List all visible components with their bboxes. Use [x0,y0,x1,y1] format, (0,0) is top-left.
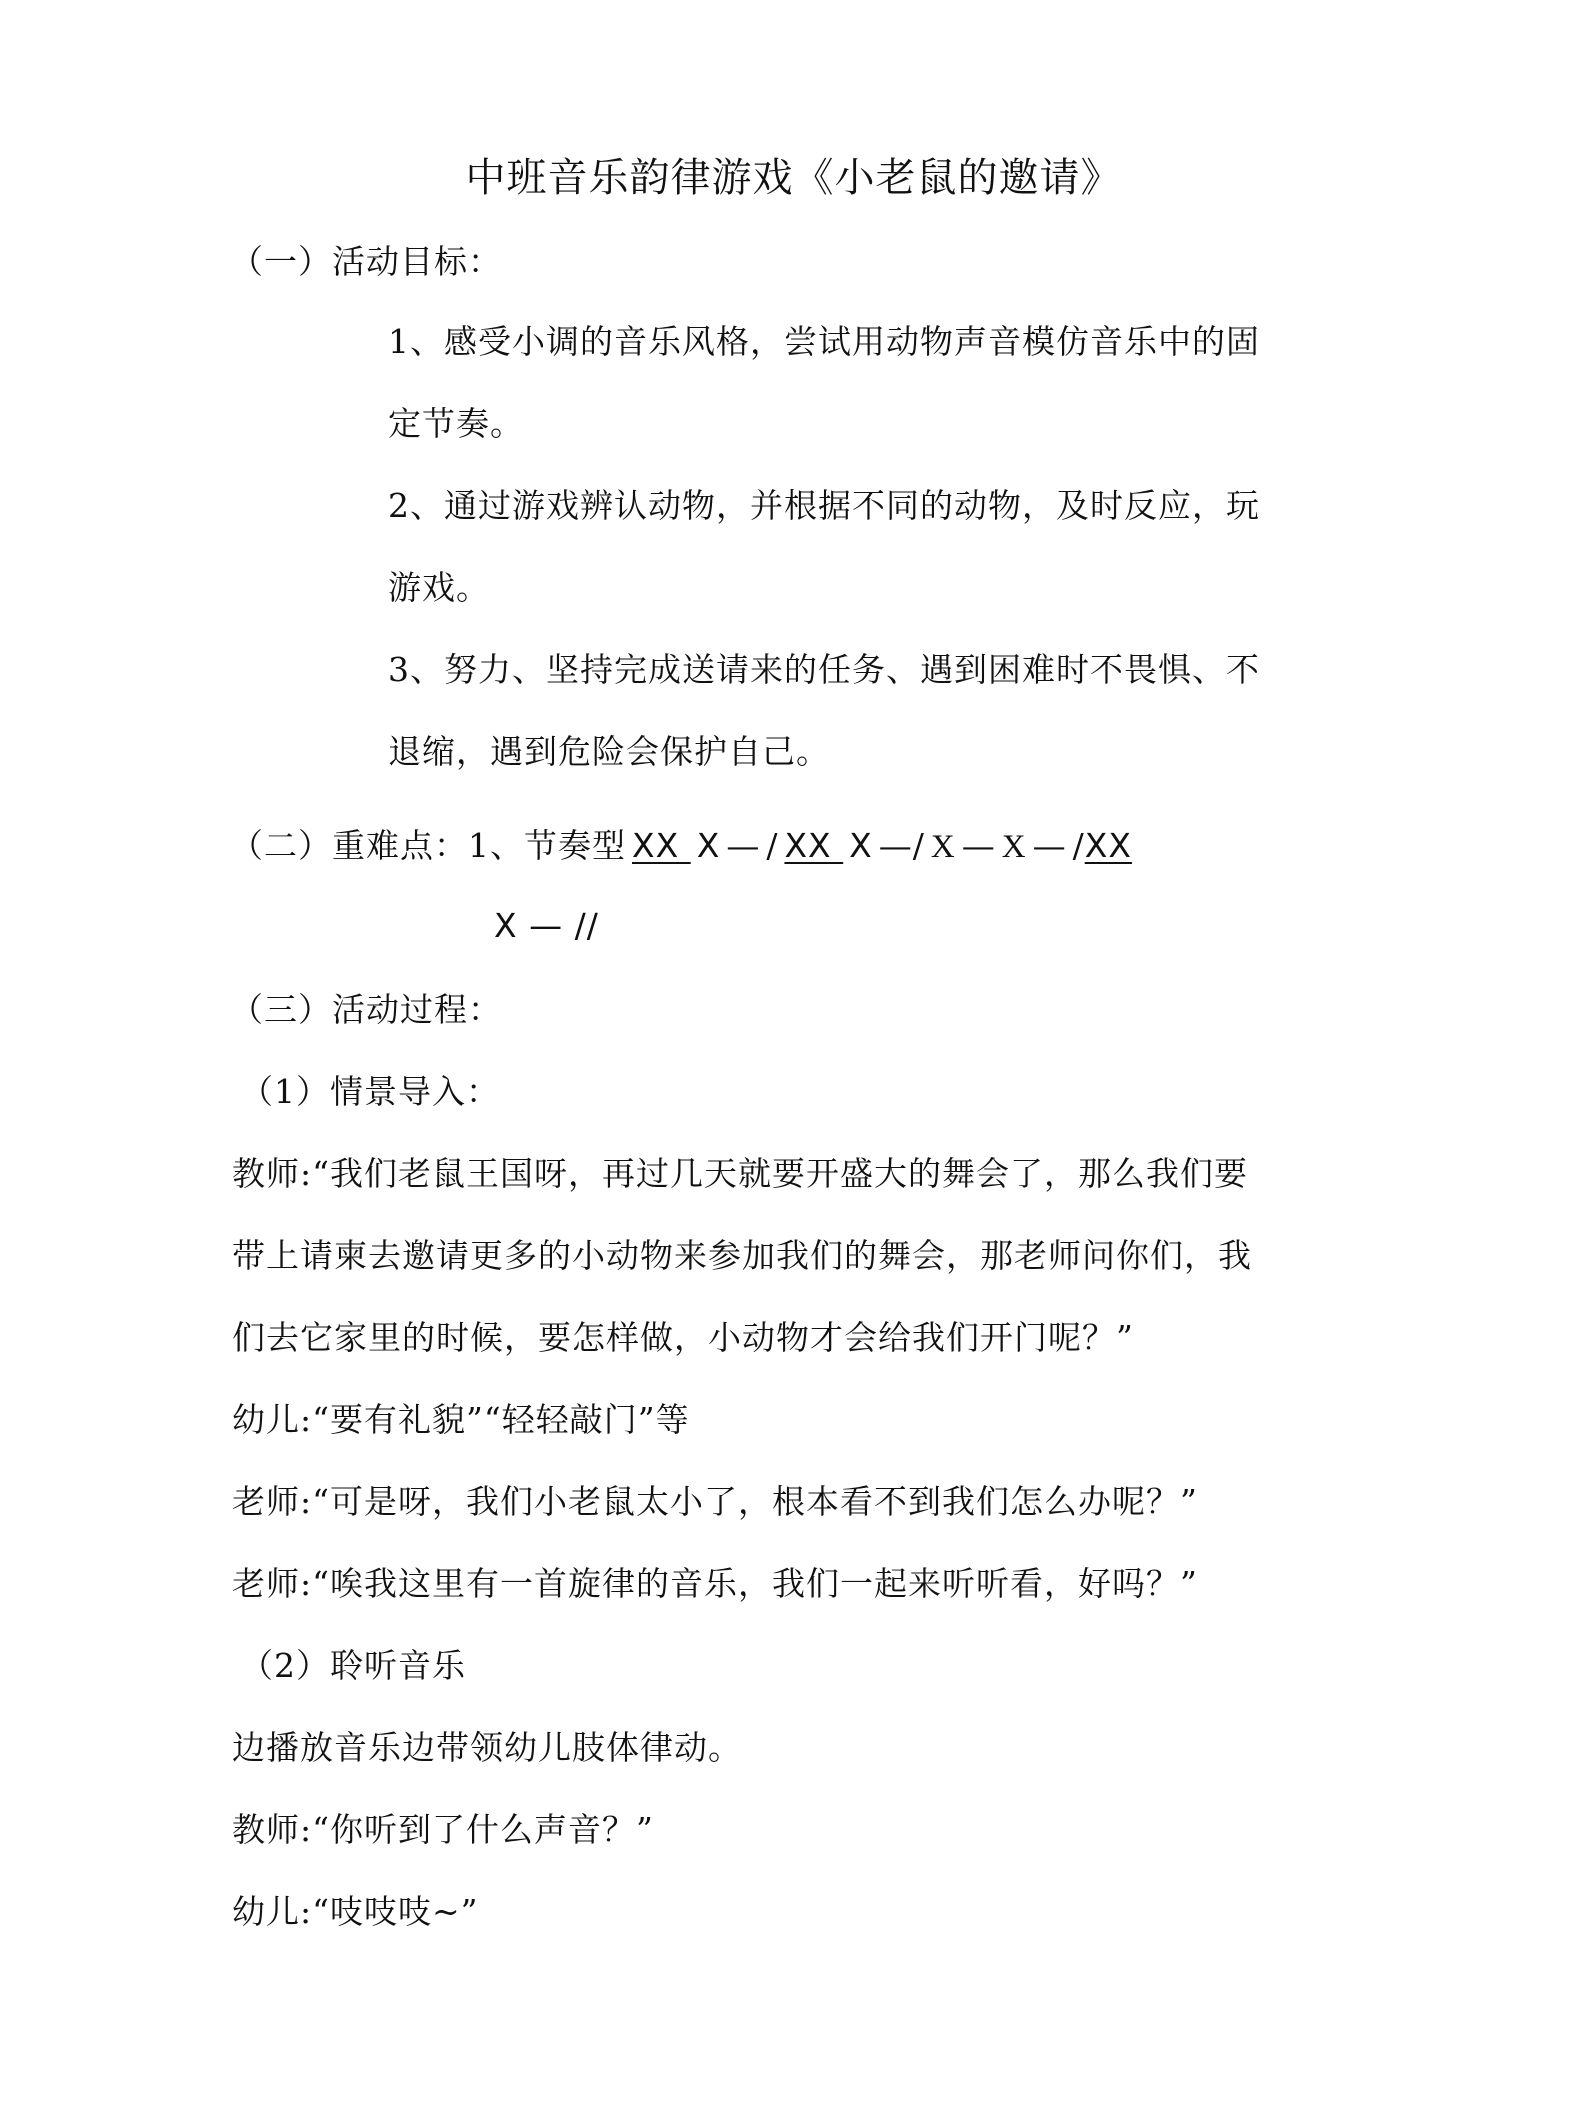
dialogue-line: 老师:“可是呀，我们小老鼠太小了，根本看不到我们怎么办呢？” [232,1482,1198,1521]
goal-1-line-2: 定节奏。 [388,404,524,443]
rhythm-token: — [1032,826,1067,865]
section-heading-process: （三）活动过程： [230,990,502,1029]
goal-3-line-1: 3、努力、坚持完成送请来的任务、遇到困难时不畏惧、不 [388,650,1260,689]
rhythm-token: X [930,829,956,865]
dialogue-line: 带上请柬去邀请更多的小动物来参加我们的舞会，那老师问你们，我 [232,1236,1252,1275]
dialogue-line: 们去它家里的时候，要怎样做，小动物才会给我们开门呢？” [232,1318,1134,1357]
dialogue-line: 老师:“唉我这里有一首旋律的音乐，我们一起来听听看，好吗？” [232,1564,1198,1603]
rhythm-token: — [961,826,996,865]
key-points-line [230,826,1138,867]
dialogue-line: 边播放音乐边带领幼儿肢体律动。 [232,1728,742,1767]
rhythm-token: —/ [878,826,925,865]
section-heading-key-points: （二）重难点： [230,826,468,865]
rhythm-token: X [1001,829,1027,865]
rhythm-token: X [849,826,873,865]
step-1-heading: （1）情景导入： [240,1072,500,1111]
rhythm-token: XX [784,826,844,865]
section-heading-goals: （一）活动目标： [230,242,502,281]
step-2-heading: （2）聆听音乐 [240,1646,466,1685]
rhythm-line-2: X — // [494,906,599,945]
goal-2-line-1: 2、通过游戏辨认动物，并根据不同的动物，及时反应，玩 [388,486,1260,525]
rhythm-token: — [726,826,761,865]
dialogue-line: 教师:“你听到了什么声音？” [232,1810,654,1849]
goal-2-line-2: 游戏。 [388,568,490,607]
rhythm-token: XX [1084,826,1132,865]
document-title: 中班音乐韵律游戏《小老鼠的邀请》 [465,155,1122,201]
goal-3-line-2: 退缩，遇到危险会保护自己。 [388,732,830,771]
dialogue-line: 幼儿:“吱吱吱~” [232,1892,479,1931]
goal-1-line-1: 1、感受小调的音乐风格，尝试用动物声音模仿音乐中的固 [388,322,1260,361]
rhythm-token: / [1072,826,1085,865]
key-point-1-prefix: 1、节奏型 [468,826,626,865]
rhythm-token: X [696,826,721,865]
dialogue-line: 教师:“我们老鼠王国呀，再过几天就要开盛大的舞会了，那么我们要 [232,1154,1248,1193]
rhythm-token: XX [632,826,691,865]
dialogue-line: 幼儿:“要有礼貌”“轻轻敲门”等 [232,1400,690,1439]
rhythm-token: / [766,826,779,865]
